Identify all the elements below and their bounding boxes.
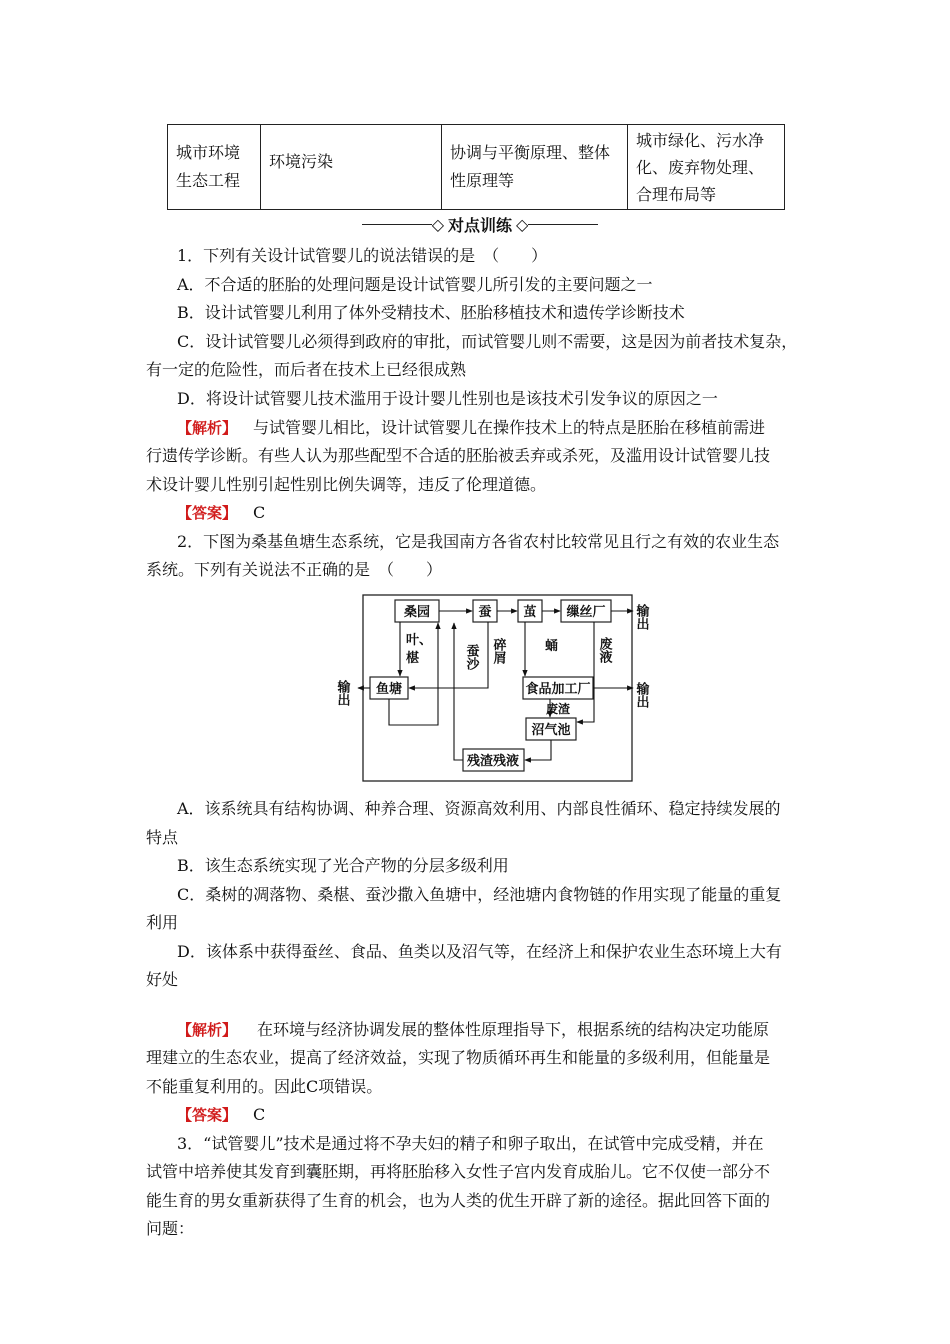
table-cell-engineering — [168, 125, 261, 210]
table-cell-principle — [442, 125, 628, 210]
ecology-engineering-table — [167, 124, 785, 210]
q3-stem-cont: 试管中培养使其发育到囊胚期，再将胚胎移入女性子宫内发育成胎儿。它不仅使一部分不 — [146, 1162, 771, 1181]
q1-analysis — [177, 417, 765, 439]
table-cell-line: 性原理等 — [450, 171, 515, 190]
table-cell-line: 协调与平衡原理、整体 — [450, 143, 611, 162]
table-cell-measures — [628, 125, 785, 210]
heading-mark-right: ◇ — [516, 214, 529, 234]
q3-stem-cont: 能生育的男女重新获得了生育的机会，也为人类的优生开辟了新的途径。据此回答下面的 — [146, 1191, 771, 1210]
q2-option-a-cont: 特点 — [146, 828, 179, 847]
node-shipin: 食品加工厂 — [525, 682, 591, 697]
q2-answer — [177, 1104, 265, 1126]
q2-option-d-cont: 好处 — [146, 970, 179, 989]
q2-analysis-cont: 理建立的生态农业，提高了经济效益，实现了物质循环再生和能量的多级利用，但能量是 — [146, 1048, 771, 1067]
table-cell-line: 化、废弃物处理、 — [636, 157, 765, 177]
q1-answer-value: C — [253, 503, 266, 522]
q1-stem: 1．下列有关设计试管婴儿的说法错误的是 （ ） — [177, 246, 548, 265]
label-ye: 叶、 — [406, 633, 433, 648]
answer-tag: 【答案】 — [177, 1106, 238, 1124]
q2-option-c-cont: 利用 — [146, 913, 179, 932]
q2-answer-value: C — [253, 1105, 266, 1124]
label-shen: 椹 — [406, 651, 420, 666]
q1-option-d: D．将设计试管婴儿技术滥用于设计婴儿性别也是该技术引发争议的原因之一 — [177, 389, 718, 408]
mulberry-fishpond-diagram — [328, 592, 668, 784]
node-can: 蚕 — [478, 605, 492, 620]
q2-option-a: A．该系统具有结构协调、种养合理、资源高效利用、内部良性循环、稳定持续发展的 — [177, 799, 781, 818]
analysis-tag: 【解析】 — [177, 1021, 238, 1039]
label-feiye: 废液 — [596, 637, 612, 663]
label-cansha: 蚕沙 — [463, 644, 479, 670]
q2-stem-cont: 系统。下列有关说法不正确的是 （ ） — [146, 560, 443, 579]
table-row — [168, 125, 785, 210]
heading-rule-left — [362, 224, 432, 225]
label-suixie: 碎屑 — [490, 638, 506, 664]
q1-analysis-cont: 术设计婴儿性别引起性别比例失调等，违反了伦理道德。 — [146, 475, 547, 494]
table-cell-problem — [261, 125, 442, 210]
node-jian: 茧 — [523, 605, 537, 620]
table-cell-line: 合理布局等 — [636, 184, 717, 204]
table-cell-line: 环境污染 — [269, 152, 334, 171]
q1-option-c: C．设计试管婴儿必须得到政府的审批，而试管婴儿则不需要，这是因为前者技术复杂， — [177, 332, 798, 351]
node-canzha: 残渣残液 — [466, 754, 520, 769]
q1-option-a: A．不合适的胚胎的处理问题是设计试管婴儿所引发的主要问题之一 — [177, 275, 653, 294]
q3-stem-cont: 问题： — [146, 1219, 195, 1238]
q3-stem: 3．“试管婴儿”技术是通过将不孕夫妇的精子和卵子取出，在试管中完成受精，并在 — [177, 1134, 764, 1153]
label-feizha: 废渣 — [545, 702, 571, 716]
q2-option-c: C．桑树的凋落物、桑椹、蚕沙撒入鱼塘中，经池塘内食物链的作用实现了能量的重复 — [177, 885, 782, 904]
q2-analysis — [177, 1019, 769, 1041]
table-cell-line: 城市绿化、污水净 — [636, 130, 765, 150]
table-cell-line: 城市环境 — [176, 143, 241, 162]
node-zhaoqichi: 沼气池 — [531, 723, 571, 738]
q2-stem: 2．下图为桑基鱼塘生态系统，它是我国南方各省农村比较常见且行之有效的农业生态 — [177, 532, 780, 551]
q1-analysis-text: 与试管婴儿相比，设计试管婴儿在操作技术上的特点是胚胎在移植前需进 — [253, 418, 766, 437]
table-cell-line: 生态工程 — [176, 171, 241, 190]
node-yutang: 鱼塘 — [375, 682, 403, 697]
q1-answer — [177, 502, 265, 524]
q2-analysis-cont: 不能重复利用的。因此C项错误。 — [146, 1077, 383, 1096]
heading-mark-left: ◇ — [431, 214, 444, 234]
label-out-right-top: 输出 — [633, 604, 649, 630]
label-out-right-mid: 输出 — [633, 682, 649, 708]
section-heading — [362, 213, 598, 235]
node-sangyuan: 桑园 — [403, 605, 431, 620]
q1-option-c-cont: 有一定的危险性，而后者在技术上已经很成熟 — [146, 360, 467, 379]
q2-option-b: B．该生态系统实现了光合产物的分层多级利用 — [177, 856, 509, 875]
section-title: 对点训练 — [448, 215, 513, 235]
q2-option-d: D．该体系中获得蚕丝、食品、鱼类以及沼气等，在经济上和保护农业生态环境上大有 — [177, 942, 782, 961]
q2-analysis-text: 在环境与经济协调发展的整体性原理指导下，根据系统的结构决定功能原 — [257, 1020, 770, 1039]
answer-tag: 【答案】 — [177, 504, 238, 522]
heading-rule-right — [528, 224, 598, 225]
analysis-tag: 【解析】 — [177, 419, 238, 437]
label-yong: 蛹 — [545, 639, 559, 654]
q1-option-b: B．设计试管婴儿利用了体外受精技术、胚胎移植技术和遗传学诊断技术 — [177, 303, 685, 322]
q1-analysis-cont: 行遗传学诊断。有些人认为那些配型不合适的胚胎被丢弃或杀死，及滥用设计试管婴儿技 — [146, 446, 771, 465]
node-saosichang: 缫丝厂 — [566, 605, 606, 620]
label-out-left: 输出 — [334, 680, 350, 706]
